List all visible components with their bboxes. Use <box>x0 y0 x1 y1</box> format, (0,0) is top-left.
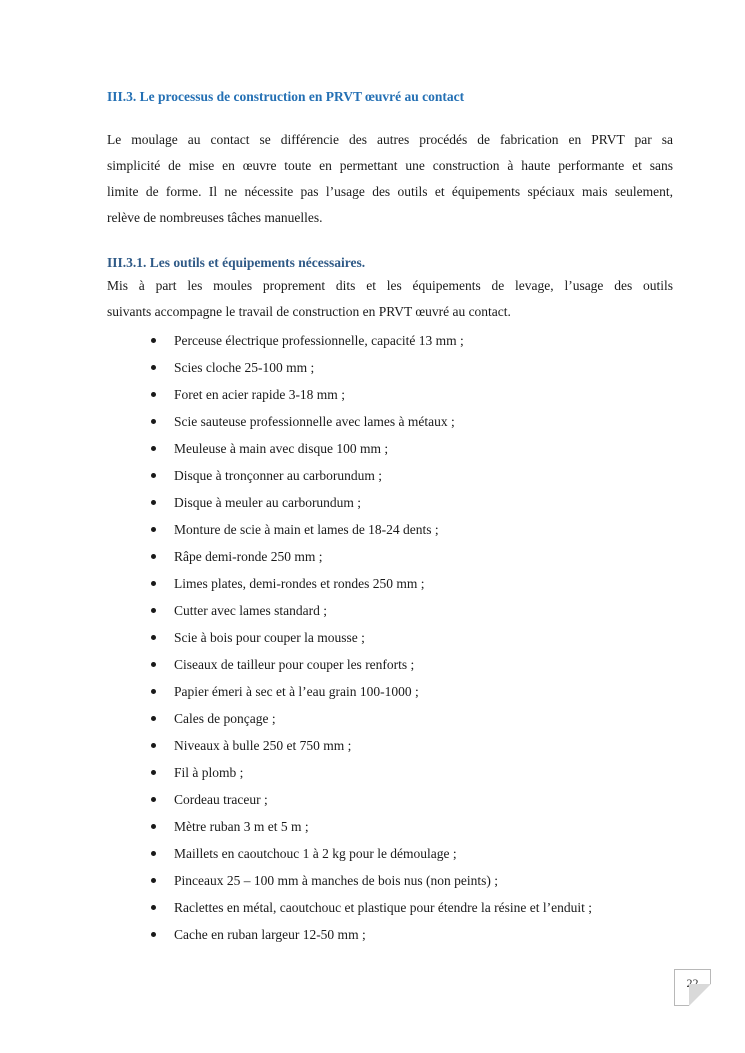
list-item-text: Scie sauteuse professionnelle avec lames à métaux ; <box>174 414 455 429</box>
list-item-text: Cales de ponçage ; <box>174 711 276 726</box>
bullet-icon <box>151 338 156 343</box>
list-item <box>151 786 592 813</box>
list-item-text: Cutter avec lames standard ; <box>174 603 327 618</box>
bullet-icon <box>151 770 156 775</box>
list-item-text: Perceuse électrique professionnelle, capacité 13 mm ; <box>174 333 464 348</box>
list-item <box>151 894 592 921</box>
subsection-intro-paragraph <box>107 273 673 325</box>
bullet-icon <box>151 473 156 478</box>
list-item-text: Ciseaux de tailleur pour couper les renforts ; <box>174 657 415 672</box>
bullet-icon <box>151 446 156 451</box>
list-item-text: Papier émeri à sec et à l’eau grain 100-1000 ; <box>174 684 419 699</box>
bullet-icon <box>151 392 156 397</box>
bullet-icon <box>151 635 156 640</box>
list-item <box>151 678 592 705</box>
paragraph-line: Le moulage au contact se différencie des autres procédés de fabrication en PRVT par sa <box>107 132 673 147</box>
tools-list <box>151 327 592 948</box>
list-item <box>151 489 592 516</box>
paragraph-line: limite de forme. Il ne nécessite pas l’usage des outils et équipements spéciaux mais seulement, <box>107 184 673 199</box>
subsection-heading: III.3.1. Les outils et équipements nécessaires. <box>107 255 366 270</box>
page-curl-icon <box>689 984 711 1006</box>
section-intro-paragraph <box>107 127 673 231</box>
bullet-icon <box>151 797 156 802</box>
bullet-icon <box>151 365 156 370</box>
bullet-icon <box>151 662 156 667</box>
list-item <box>151 354 592 381</box>
bullet-icon <box>151 716 156 721</box>
list-item-text: Raclettes en métal, caoutchouc et plastique pour étendre la résine et l’enduit ; <box>174 900 592 915</box>
bullet-icon <box>151 554 156 559</box>
list-item <box>151 408 592 435</box>
page-number: 22 <box>686 976 699 990</box>
section-heading: III.3. Le processus de construction en PRVT œuvré au contact <box>107 89 465 104</box>
bullet-icon <box>151 527 156 532</box>
list-item-text: Disque à tronçonner au carborundum ; <box>174 468 383 483</box>
list-item-text: Cordeau traceur ; <box>174 792 268 807</box>
paragraph-line: simplicité de mise en œuvre toute en permettant une construction à haute performante et sans <box>107 158 673 173</box>
paragraph-line: Mis à part les moules proprement dits et les équipements de levage, l’usage des outils <box>107 278 673 293</box>
bullet-icon <box>151 905 156 910</box>
list-item-text: Scies cloche 25-100 mm ; <box>174 360 315 375</box>
list-item-text: Maillets en caoutchouc 1 à 2 kg pour le démoulage ; <box>174 846 457 861</box>
list-item <box>151 435 592 462</box>
list-item-text: Niveaux à bulle 250 et 750 mm ; <box>174 738 352 753</box>
list-item <box>151 516 592 543</box>
bullet-icon <box>151 419 156 424</box>
bullet-icon <box>151 500 156 505</box>
list-item-text: Scie à bois pour couper la mousse ; <box>174 630 365 645</box>
list-item <box>151 651 592 678</box>
list-item <box>151 462 592 489</box>
bullet-icon <box>151 581 156 586</box>
list-item-text: Foret en acier rapide 3-18 mm ; <box>174 387 345 402</box>
list-item <box>151 732 592 759</box>
bullet-icon <box>151 608 156 613</box>
bullet-icon <box>151 689 156 694</box>
bullet-icon <box>151 824 156 829</box>
list-item <box>151 921 592 948</box>
list-item-text: Limes plates, demi-rondes et rondes 250 mm ; <box>174 576 425 591</box>
bullet-icon <box>151 878 156 883</box>
list-item-text: Pinceaux 25 – 100 mm à manches de bois nus (non peints) ; <box>174 873 498 888</box>
list-item <box>151 867 592 894</box>
list-item <box>151 624 592 651</box>
list-item <box>151 570 592 597</box>
paragraph-line: relève de nombreuses tâches manuelles. <box>107 210 323 225</box>
bullet-icon <box>151 932 156 937</box>
list-item-text: Disque à meuler au carborundum ; <box>174 495 362 510</box>
list-item <box>151 840 592 867</box>
bullet-icon <box>151 743 156 748</box>
list-item <box>151 543 592 570</box>
list-item <box>151 381 592 408</box>
list-item-text: Meuleuse à main avec disque 100 mm ; <box>174 441 389 456</box>
bullet-icon <box>151 851 156 856</box>
list-item-text: Mètre ruban 3 m et 5 m ; <box>174 819 309 834</box>
list-item <box>151 597 592 624</box>
list-item-text: Monture de scie à main et lames de 18-24 dents ; <box>174 522 439 537</box>
list-item-text: Cache en ruban largeur 12-50 mm ; <box>174 927 366 942</box>
paragraph-line: suivants accompagne le travail de construction en PRVT œuvré au contact. <box>107 304 511 319</box>
list-item <box>151 705 592 732</box>
list-item <box>151 759 592 786</box>
list-item-text: Râpe demi-ronde 250 mm ; <box>174 549 323 564</box>
list-item-text: Fil à plomb ; <box>174 765 244 780</box>
page-number-box <box>674 969 711 1006</box>
list-item <box>151 327 592 354</box>
list-item <box>151 813 592 840</box>
